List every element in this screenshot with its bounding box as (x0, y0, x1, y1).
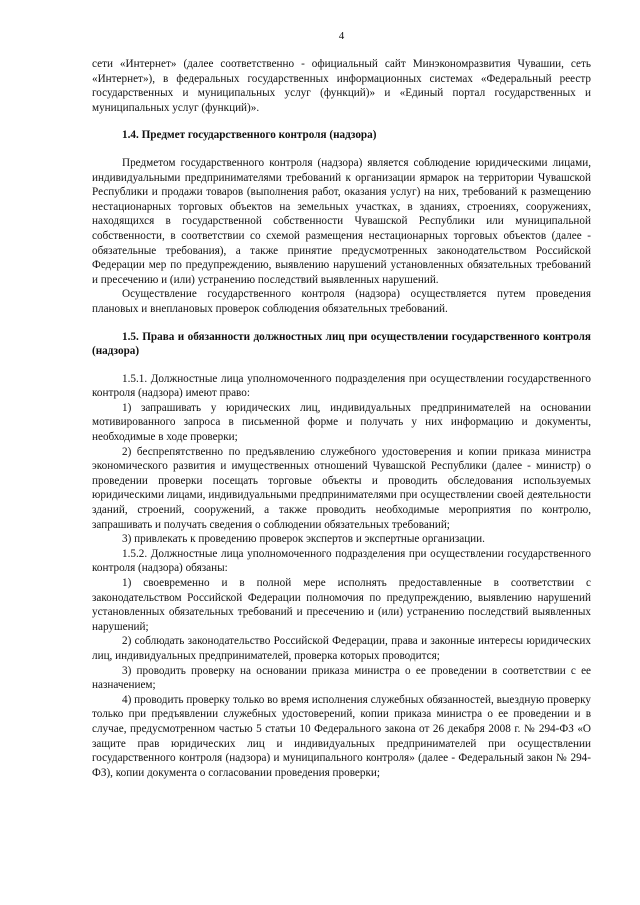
paragraph-1-4-implementation: Осуществление государственного контроля (надзора) осуществляется путем проведения плановых и внеплановых проверок соблюдения обязательных требований. (92, 288, 591, 315)
list-item-duty-3: 3) проводить проверку на основании приказа министра о ее проведении в соответствии с ее назначением; (92, 664, 591, 692)
intro-paragraph: сети «Интернет» (далее соответственно - официальный сайт Минэкономразвития Чувашии, сеть «Интернет»), в федеральных государственных информационных системах «Федеральный реестр государственных и муниципальных услуг (функций)» и «Единый портал государственных и муниципальных услуг (функций)». (92, 58, 591, 114)
list-item-duty-1: 1) своевременно и в полной мере исполнять предоставленные в соответствии с законодательством Российской Федерации полномочия по предупреждению, выявлению нарушений установленных обязательных требований и пресечению и (или) устранению последствий выявленных нарушений; (92, 577, 591, 633)
section-heading-1-4: 1.4. Предмет государственного контроля (надзора) (122, 129, 377, 142)
list-item-duty-2: 2) соблюдать законодательство Российской Федерации, права и законные интересы юридических лиц, индивидуальных предпринимателей, проверка которых проводится; (92, 635, 591, 662)
list-item-right-1: 1) запрашивать у юридических лиц, индивидуальных предпринимателей на основании мотивированного запроса в письменной форме и получать у них информацию и документы, необходимые в ходе проверки; (92, 401, 591, 444)
section-heading-1-5: 1.5. Права и обязанности должностных лиц при осуществлении государственного контроля (надзора) (92, 330, 591, 358)
paragraph-1-4-subject: Предметом государственного контроля (надзора) является соблюдение юридическими лицами, индивидуальными предпринимателями требований к организации ярмарок на территории Чувашской Республики и продажи товаров (выполнения работ, оказания услуг) на них, требований к размещению нестационарных торговых объектов на земельных участках, в зданиях, строениях, сооружениях, находящихся в государственной собственности Чувашской Республики или муниципальной собственности, в соответствии со схемой размещения нестационарных торговых объектов (далее - обязательные требования), а также принятие предусмотренных законодательством Российской Федерации мер по предупреждению, выявлению нарушений установленных обязательных требований и пресечению и (или) устранению последствий выявленных нарушений. (92, 156, 591, 286)
paragraph-1-5-2: 1.5.2. Должностные лица уполномоченного подразделения при осуществлении государственного контроля (надзора) обязаны: (92, 547, 591, 575)
page-number: 4 (338, 30, 345, 42)
list-item-duty-4: 4) проводить проверку только во время исполнения служебных обязанностей, выездную проверку только при предъявлении служебных удостоверений, копии приказа министра о ее проведении и в случае, предусмотренном частью 5 статьи 10 Федерального закона от 26 декабря 2008 г. № 294-ФЗ «О защите прав юридических лиц и индивидуальных предпринимателей при осуществлении государственного контроля (надзора) и муниципального контроля» (далее - Федеральный закон № 294-ФЗ), копии документа о согласовании проведения проверки; (92, 693, 591, 779)
list-item-right-2: 2) беспрепятственно по предъявлению служебного удостоверения и копии приказа министра экономического развития и имущественных отношений Чувашской Республики (далее - министр) о проведении проверки посещать торговые объекты и проводить обследования используемых юридическими лицами, индивидуальными предпринимателями при осуществлении своей деятельности зданий, строений, сооружений, а также проводить необходимые мероприятия по контролю, запрашивать и получать сведения о соблюдении обязательных требований; (92, 445, 591, 531)
section-1-5 (92, 330, 591, 781)
list-item-right-3: 3) привлекать к проведению проверок экспертов и экспертные организации. (122, 533, 485, 546)
section-1-4 (92, 128, 591, 316)
paragraph-1-5-1: 1.5.1. Должностные лица уполномоченного подразделения при осуществлении государственного контроля (надзора) имеют право: (92, 372, 591, 400)
